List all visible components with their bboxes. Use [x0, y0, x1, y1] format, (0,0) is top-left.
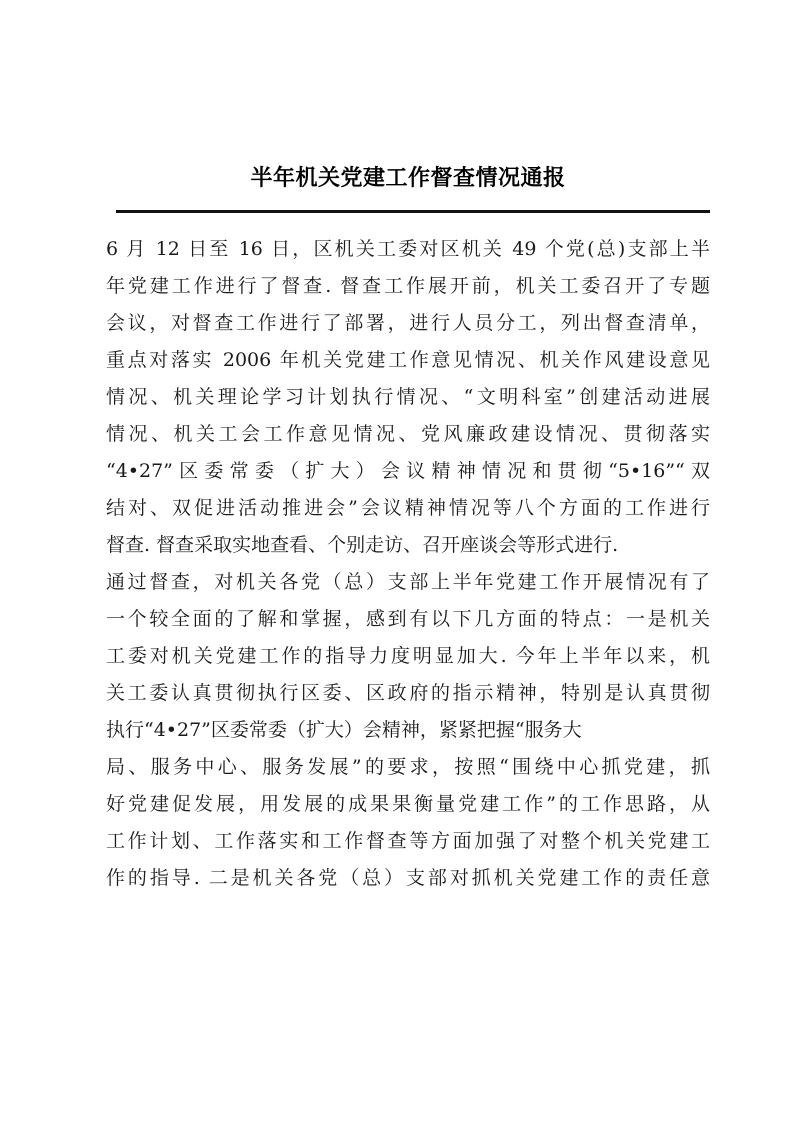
body-line: 工委对机关党建工作的指导力度明显加大. 今年上半年以来，机: [106, 645, 710, 667]
body-line: 好党建促发展，用发展的成果果衡量党建工作”的工作思路，从: [106, 793, 710, 815]
body-line: 通过督查，对机关各党（总）支部上半年党建工作开展情况有了: [106, 571, 710, 593]
body-line: 情况、机关工会工作意见情况、党风廉政建设情况、贯彻落实: [106, 423, 710, 445]
document-body: [106, 231, 710, 897]
body-line: 局、服务中心、服务发展”的要求，按照“围绕中心抓党建，抓: [106, 756, 710, 778]
body-line: 工作计划、工作落实和工作督查等方面加强了对整个机关党建工: [106, 830, 710, 852]
body-line: 督查. 督查采取实地查看、个别走访、召开座谈会等形式进行.: [106, 534, 619, 556]
body-line: 情况、机关理论学习计划执行情况、“文明科室”创建活动进展: [106, 386, 710, 408]
body-line: 结对、双促进活动推进会”会议精神情况等八个方面的工作进行: [106, 497, 710, 519]
body-line: 一个较全面的了解和掌握，感到有以下几方面的特点：一是机关: [106, 608, 710, 630]
body-line: “4•27”区委常委（扩大）会议精神情况和贯彻“5•16”“双: [106, 460, 710, 482]
title-divider: [116, 210, 710, 213]
body-line: 作的指导. 二是机关各党（总）支部对抓机关党建工作的责任意: [106, 867, 710, 889]
body-line: 重点对落实 2006 年机关党建工作意见情况、机关作风建设意见: [106, 349, 710, 371]
body-line: 执行“4•27”区委常委（扩大）会精神，紧紧把握“服务大: [106, 719, 582, 741]
document-title: 半年机关党建工作督查情况通报: [250, 165, 566, 191]
body-line: 6 月 12 日至 16 日，区机关工委对区机关 49 个党(总)支部上半: [106, 238, 710, 260]
body-line: 年党建工作进行了督查. 督查工作展开前，机关工委召开了专题: [106, 275, 710, 297]
body-line: 会议，对督查工作进行了部署，进行人员分工，列出督查清单，: [106, 312, 710, 334]
body-line: 关工委认真贯彻执行区委、区政府的指示精神，特别是认真贯彻: [106, 682, 710, 704]
